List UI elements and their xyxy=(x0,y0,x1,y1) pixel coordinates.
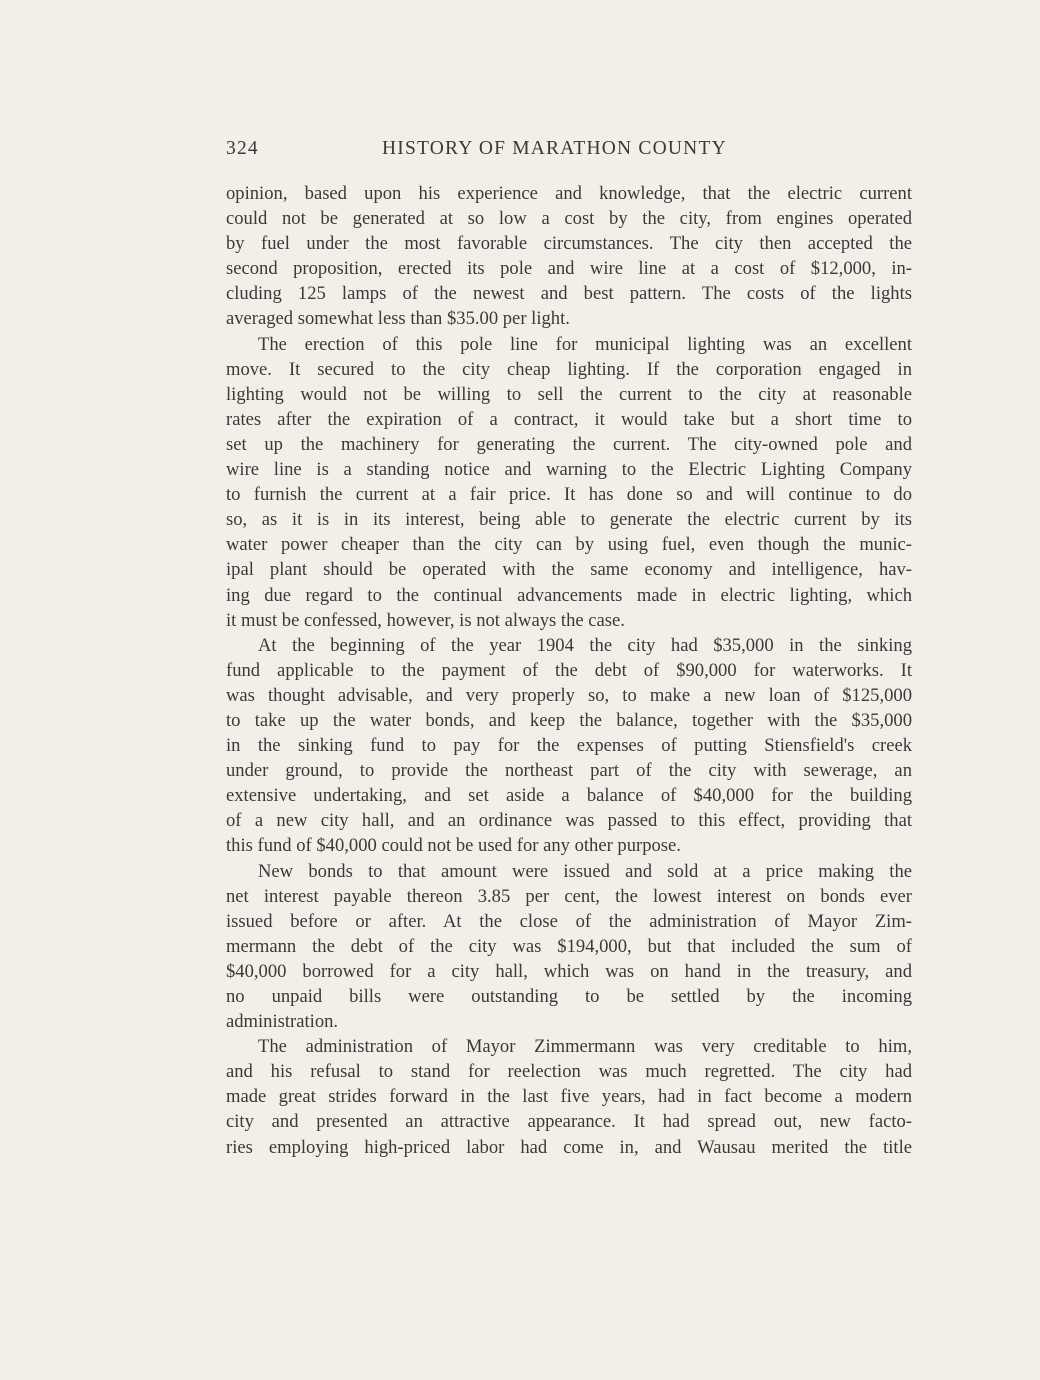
text-line: second proposition, erected its pole and wire line at a cost of $12,000, in- xyxy=(226,258,912,280)
paragraph xyxy=(226,332,912,633)
text-line: by fuel under the most favorable circumstances. The city then accepted the xyxy=(226,233,912,255)
text-line: wire line is a standing notice and warning to the Electric Lighting Company xyxy=(226,459,912,481)
text-line: New bonds to that amount were issued and sold at a price making the xyxy=(258,860,912,882)
text-line: was thought advisable, and very properly so, to make a new loan of $125,000 xyxy=(226,684,912,706)
text-line: ries employing high-priced labor had come in, and Wausau merited the title xyxy=(226,1136,912,1158)
text-line: move. It secured to the city cheap lighting. If the corporation engaged in xyxy=(226,358,912,380)
text-line: to furnish the current at a fair price. It has done so and will continue to do xyxy=(226,484,912,506)
text-line: city and presented an attractive appearance. It had spread out, new facto- xyxy=(226,1111,912,1133)
text-line: issued before or after. At the close of the administration of Mayor Zim- xyxy=(226,910,912,932)
paragraph xyxy=(226,181,912,332)
text-line: this fund of $40,000 could not be used for any other purpose. xyxy=(226,835,681,857)
text-line: net interest payable thereon 3.85 per cent, the lowest interest on bonds ever xyxy=(226,885,912,907)
text-line: mermann the debt of the city was $194,000, but that included the sum of xyxy=(226,935,912,957)
text-line: rates after the expiration of a contract, it would take but a short time to xyxy=(226,408,912,430)
text-line: could not be generated at so low a cost by the city, from engines operated xyxy=(226,208,912,230)
text-line: and his refusal to stand for reelection was much regretted. The city had xyxy=(226,1061,912,1083)
text-line: $40,000 borrowed for a city hall, which was on hand in the treasury, and xyxy=(226,960,912,982)
paragraph xyxy=(226,633,912,859)
text-line: opinion, based upon his experience and knowledge, that the electric current xyxy=(226,183,912,204)
text-line: so, as it is in its interest, being able to generate the electric current by its xyxy=(226,509,912,531)
text-line: lighting would not be willing to sell the current to the city at reasonable xyxy=(226,383,912,405)
paragraph xyxy=(226,859,912,1035)
text-line: set up the machinery for generating the current. The city-owned pole and xyxy=(226,433,912,455)
text-line: no unpaid bills were outstanding to be settled by the incoming xyxy=(226,986,912,1007)
text-line: under ground, to provide the northeast part of the city with sewerage, an xyxy=(226,760,912,782)
page-header xyxy=(226,138,912,168)
text-line: cluding 125 lamps of the newest and best pattern. The costs of the lights xyxy=(226,283,912,305)
body-text xyxy=(226,181,912,1160)
text-line: extensive undertaking, and set aside a balance of $40,000 for the building xyxy=(226,785,912,807)
text-line: At the beginning of the year 1904 the city had $35,000 in the sinking xyxy=(258,634,912,656)
text-line: it must be confessed, however, is not always the case. xyxy=(226,609,625,631)
text-line: averaged somewhat less than $35.00 per light. xyxy=(226,308,570,330)
text-line: The administration of Mayor Zimmermann was very creditable to him, xyxy=(258,1036,912,1058)
text-line: in the sinking fund to pay for the expenses of putting Stiensfield's creek xyxy=(226,735,912,757)
text-line: ipal plant should be operated with the same economy and intelligence, hav- xyxy=(226,559,912,581)
text-line: The erection of this pole line for municipal lighting was an excellent xyxy=(258,333,912,355)
page-number: 324 xyxy=(226,138,259,159)
text-line: fund applicable to the payment of the debt of $90,000 for waterworks. It xyxy=(226,659,912,681)
text-line: water power cheaper than the city can by using fuel, even though the munic- xyxy=(226,534,912,556)
running-title: HISTORY OF MARATHON COUNTY xyxy=(382,138,727,159)
text-line: ing due regard to the continual advancements made in electric lighting, which xyxy=(226,584,912,606)
paragraph xyxy=(226,1034,912,1159)
text-line: administration. xyxy=(226,1011,339,1033)
text-line: of a new city hall, and an ordinance was passed to this effect, providing that xyxy=(226,810,912,832)
text-line: made great strides forward in the last five years, had in fact become a modern xyxy=(226,1086,912,1108)
text-line: to take up the water bonds, and keep the balance, together with the $35,000 xyxy=(226,709,912,731)
